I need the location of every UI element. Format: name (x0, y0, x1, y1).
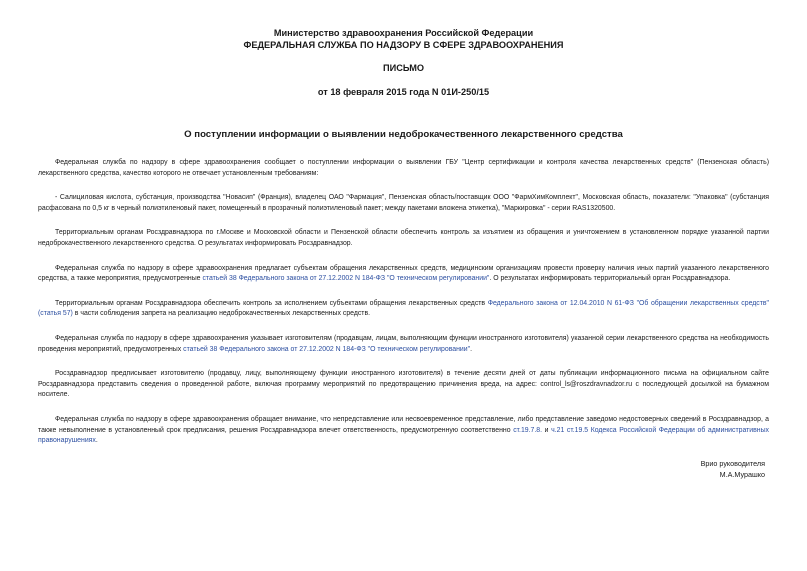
paragraph-5-text-a: Территориальным органам Росздравнадзора обеспечить контроль за исполнением субъектами обращения лекарственных средств (55, 299, 488, 307)
signature-block (701, 458, 765, 480)
document-date-number: от 18 февраля 2015 года N 01И-250/15 (317, 87, 490, 97)
paragraph-1: Федеральная служба по надзору в сфере здравоохранения сообщает о поступлении информации о выявлении ГБУ "Центр сертификации и контроля качества лекарственных средств" (Пензенская область) лекарственного средства, качество которого не отвечает установленным требованиям: (38, 159, 769, 177)
paragraph-6-text-b: . (470, 345, 472, 353)
paragraph-3: Территориальным органам Росздравнадзора по г.Москве и Московской области и Пензенской области обеспечить контроль за изъятием из обращения и уничтожением в установленном порядке указанной партии недоброкачественного лекарственного средства. О результатах информировать Росздравнадзор. (38, 229, 769, 247)
document-type: ПИСЬМО (382, 63, 425, 73)
signatory-role: Врио руководителя (700, 459, 765, 468)
document-subject: О поступлении информации о выявлении недоброкачественного лекарственного средства (184, 129, 623, 140)
paragraph-4 (38, 264, 769, 285)
signatory-name: М.А.Мурашко (719, 470, 765, 479)
paragraph-8-text-mid: и (542, 426, 552, 434)
paragraph-4-text-a: Федеральная служба по надзору в сфере здравоохранения предлагает субъектам обращения лекарственных средств, медицинским организациям провести проверку наличия иных партий указанного лекарственного средства, а также мероприятия, предусмотренные (38, 264, 769, 283)
link-law-61[interactable]: Федерального закона от 12.04.2010 N 61-ФЗ "Об обращении лекарственных средств" (487, 299, 769, 307)
service-name: ФЕДЕРАЛЬНАЯ СЛУЖБА ПО НАДЗОРУ В СФЕРЕ ЗДРАВООХРАНЕНИЯ (243, 40, 564, 50)
paragraph-7: Росздравнадзор предписывает изготовителю (продавцу, лицу, выполняющему функции иностранного изготовителя) в течение десяти дней от даты публикации информационного письма на официальном сайте Росздравнадзора представить сведения о проведенной работе, включая программу мероприятий по предотвращению причинения вреда, на адрес: control_ls@roszdravnadzor.ru с последующей досылкой на бумажном носителе. (38, 370, 769, 399)
link-law-61-art57[interactable]: (статья 57) (38, 310, 73, 318)
paragraph-8-text-a: Федеральная служба по надзору в сфере здравоохранения обращает внимание, что непредставление или несвоевременное представление, либо представление заведомо недостоверных сведений в Росздравнадзор, а также невыполнение в установленный срок предписания, решения Росздравнадзора влечет ответственность, предусмотренную соответственно (38, 415, 769, 434)
link-law-184-art38-2[interactable]: статьей 38 Федерального закона от 27.12.2002 N 184-ФЗ "О техническом регулировании" (183, 345, 471, 353)
link-law-184-art38[interactable]: статьей 38 Федерального закона от 27.12.2002 N 184-ФЗ "О техническом регулировании" (202, 275, 490, 283)
link-koap-19-7-8[interactable]: ст.19.7.8. (513, 426, 543, 434)
paragraph-6-text-a: Федеральная служба по надзору в сфере здравоохранения указывает изготовителям (продавцам, лицам, выполняющим функции иностранного изготовителя) указанной серии лекарственного средства на необходимость проведения мероприятий, предусмотренных (38, 334, 769, 353)
paragraph-8 (38, 415, 769, 447)
ministry-name: Министерство здравоохранения Российской Федерации (273, 28, 534, 38)
link-koap-19-5[interactable]: ч.21 ст.19.5 Кодекса Российской Федерации об административных правонарушениях (38, 426, 769, 445)
paragraph-4-text-b: . О результатах информировать территориальный орган Росздравнадзора. (489, 275, 731, 283)
paragraph-5-text-b: в части соблюдения запрета на реализацию недоброкачественных лекарственных средств. (72, 310, 371, 318)
paragraph-8-text-b: . (95, 437, 98, 445)
document-body (38, 158, 769, 447)
paragraph-5 (38, 299, 769, 320)
paragraph-6 (38, 334, 769, 355)
paragraph-2: - Салициловая кислота, субстанция, производства "Новасип" (Франция), владелец ОАО "Фармация", Пензенская область/поставщик ООО "ФармХимКомплект", Московская область, показатели: "Упаковка" (субстанция расфасована по 0,5 кг в черный полиэтиленовый пакет, помещенный в прозрачный полиэтиленовый пакет; между пакетами вложена этикетка), "Маркировка" - серии RAS1320500. (38, 194, 769, 212)
